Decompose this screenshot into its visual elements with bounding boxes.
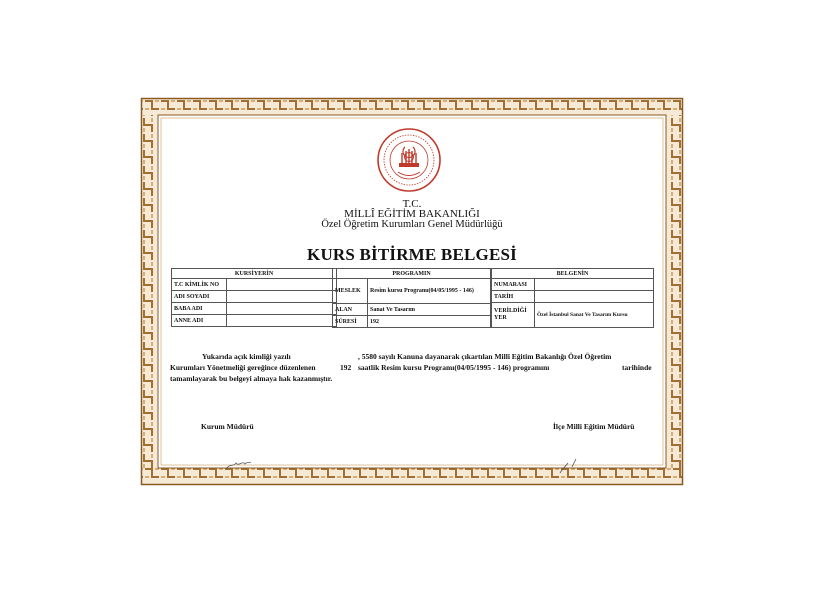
document-title: KURS BİTİRME BELGESİ bbox=[307, 245, 517, 264]
statement-line2-end: tarihinde bbox=[622, 363, 652, 372]
program-field-label: ALAN bbox=[333, 304, 368, 316]
header-tc: T.C. bbox=[402, 198, 422, 210]
certificate bbox=[140, 97, 684, 486]
table-row bbox=[333, 304, 491, 316]
certificate-date-value bbox=[535, 291, 654, 303]
statement-line2-program: saatlik Resim kursu Programı(04/05/1995 - 146) programını bbox=[358, 363, 550, 372]
trainee-table bbox=[171, 268, 337, 327]
table-row bbox=[172, 315, 337, 327]
table-row bbox=[492, 279, 654, 291]
header-ministry: MİLLÎ EĞİTİM BAKANLIĞI bbox=[344, 208, 480, 220]
statement-line1-end: , 5580 sayılı Kanuna dayanarak çıkartılan Millî Eğitim Bakanlığı Özel Öğretim bbox=[358, 352, 612, 361]
table-row bbox=[333, 316, 491, 328]
certificate-heading: BELGENİN bbox=[492, 269, 654, 279]
program-occupation-label: MESLEK bbox=[333, 279, 368, 304]
program-occupation-value: Resim kursu Programı(04/05/1995 - 146) bbox=[368, 279, 491, 304]
certificate-date-label: TARİH bbox=[492, 291, 535, 303]
trainee-id-value bbox=[227, 279, 337, 291]
statement-line2-start: Kurumları Yönetmeliği gereğince düzenlenen bbox=[170, 363, 316, 372]
institution-director-signature-label: Kurum Müdürü bbox=[201, 422, 254, 431]
certificate-number-label: NUMARASI bbox=[492, 279, 535, 291]
trainee-name-label: ADI SOYADI bbox=[172, 291, 227, 303]
table-row bbox=[172, 303, 337, 315]
program-table bbox=[332, 268, 491, 328]
ministry-seal-icon bbox=[376, 127, 442, 193]
table-row bbox=[492, 303, 654, 328]
table-row bbox=[172, 279, 337, 291]
table-row bbox=[492, 291, 654, 303]
table-row bbox=[172, 291, 337, 303]
father-name-label: BABA ADI bbox=[172, 303, 227, 315]
certificate-place-label: VERİLDİĞİ YER bbox=[492, 303, 535, 328]
certificate-number-value bbox=[535, 279, 654, 291]
certificate-table bbox=[491, 268, 654, 328]
program-duration-label: SÜRESİ bbox=[333, 316, 368, 328]
statement-hours: 192 bbox=[340, 363, 352, 372]
district-education-director-signature-label: İlçe Milli Eğitim Müdürü bbox=[553, 422, 635, 431]
trainee-heading: KURSİYERİN bbox=[172, 269, 337, 279]
program-field-value: Sanat Ve Tasarım bbox=[368, 304, 491, 316]
mother-name-value bbox=[227, 315, 337, 327]
program-heading: PROGRAMIN bbox=[333, 269, 491, 279]
statement-line3: tamamlayarak bu belgeyi almaya hak kazanmıştır. bbox=[170, 374, 333, 383]
header-directorate: Özel Öğretim Kurumları Genel Müdürlüğü bbox=[321, 219, 503, 230]
table-row bbox=[333, 279, 491, 304]
father-name-value bbox=[227, 303, 337, 315]
trainee-name-value bbox=[227, 291, 337, 303]
mother-name-label: ANNE ADI bbox=[172, 315, 227, 327]
program-duration-value: 192 bbox=[368, 316, 491, 328]
trainee-id-label: T.C KİMLİK NO bbox=[172, 279, 227, 291]
statement-line1-start: Yukarıda açık kimliği yazılı bbox=[202, 352, 291, 361]
certificate-place-value: Özel İstanbul Sanat Ve Tasarım Kursu bbox=[535, 303, 654, 328]
